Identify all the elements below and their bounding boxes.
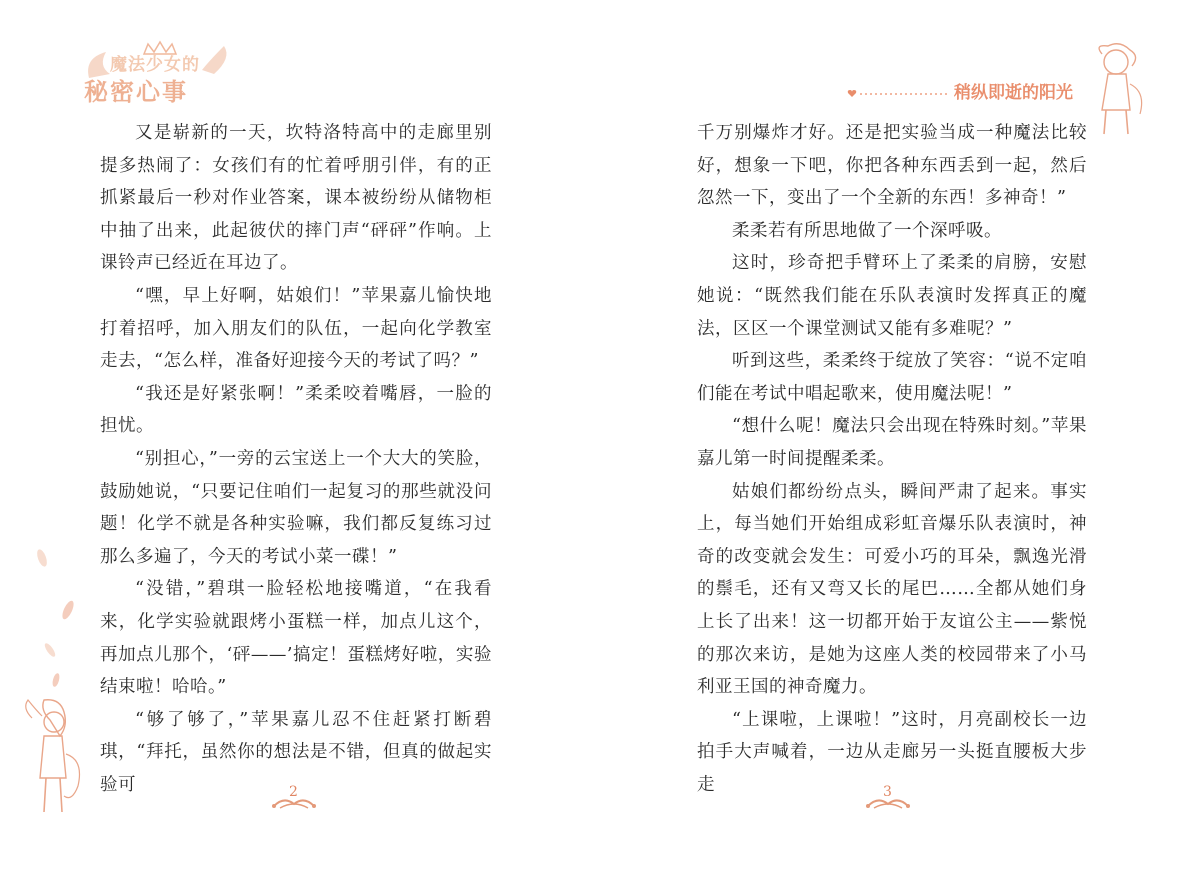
right-page bbox=[590, 0, 1183, 883]
ribbon-ornament-icon bbox=[864, 792, 912, 812]
ribbon-ornament-icon bbox=[270, 792, 318, 812]
paragraph: “没错，”碧琪一脸轻松地接嘴道，“在我看来，化学实验就跟烤小蛋糕一样，加点儿这个，再加点儿那个，‘砰——’搞定！蛋糕烤好啦，实验结束啦！哈哈。” bbox=[100, 579, 492, 698]
paragraph: “够了够了，”苹果嘉儿忍不住赶紧打断碧琪，“拜托，虽然你的想法是不错，但真的做起实验可 bbox=[100, 709, 492, 795]
paragraph: “别担心，”一旁的云宝送上一个大大的笑脸，鼓励她说，“只要记住咱们一起复习的那些就没问题！化学不就是各种实验嘛，我们都反复练习过那么多遍了，今天的考试小菜一碟！” bbox=[100, 448, 492, 567]
paragraph: “嘿，早上好啊，姑娘们！”苹果嘉儿愉快地打着招呼，加入朋友们的队伍，一起向化学教室走去，“怎么样，准备好迎接今天的考试了吗？” bbox=[100, 285, 492, 372]
left-text-block bbox=[100, 117, 492, 801]
pony-girl-corner-illustration-icon bbox=[1086, 40, 1150, 140]
page-number: 3 bbox=[883, 784, 892, 800]
chapter-title: 稍纵即逝的阳光 bbox=[954, 83, 1073, 103]
paragraph: 听到这些，柔柔终于绽放了笑容：“说不定咱们能在考试中唱起歌来，使用魔法呢！” bbox=[697, 351, 1087, 404]
paragraph: “我还是好紧张啊！”柔柔咬着嘴唇，一脸的担忧。 bbox=[100, 383, 492, 437]
paragraph: “上课啦，上课啦！”这时，月亮副校长一边拍手大声喊着，一边从走廊另一头挺直腰板大步走 bbox=[697, 709, 1087, 795]
pony-girl-illustration-icon bbox=[20, 540, 90, 840]
right-text-block bbox=[697, 117, 1087, 801]
paragraph: 又是崭新的一天，坎特洛特高中的走廊里别提多热闹了：女孩们有的忙着呼朋引伴，有的正抓紧最后一秒对作业答案，课本被纷纷从储物柜中抽了出来，此起彼伏的摔门声“砰砰”作响。上课铃声已经近在耳边了。 bbox=[100, 123, 492, 274]
logo-line2: 秘密心事 bbox=[84, 78, 188, 106]
logo-line1: 魔法少女的 bbox=[110, 55, 200, 75]
book-logo bbox=[84, 40, 234, 110]
paragraph: “想什么呢！魔法只会出现在特殊时刻。”苹果嘉儿第一时间提醒柔柔。 bbox=[697, 416, 1087, 469]
paragraph: 姑娘们都纷纷点头，瞬间严肃了起来。事实上，每当她们开始组成彩虹音爆乐队表演时，神奇的改变就会发生：可爱小巧的耳朵，飘逸光滑的鬃毛，还有又弯又长的尾巴……全都从她们身上长了出来！这一切都开始于友谊公主——紫悦的那次来访，是她为这座人类的校园带来了小马利亚王国的神奇魔力。 bbox=[697, 481, 1087, 698]
paragraph: 这时，珍奇把手臂环上了柔柔的肩膀，安慰她说：“既然我们能在乐队表演时发挥真正的魔法，区区一个课堂测试又能有多难呢？” bbox=[697, 253, 1087, 339]
page-number: 2 bbox=[289, 784, 298, 800]
left-page bbox=[0, 0, 590, 883]
paragraph: 柔柔若有所思地做了一个深呼吸。 bbox=[732, 220, 1002, 241]
heart-dotted-line-icon bbox=[846, 88, 951, 100]
paragraph-continuation: 千万别爆炸才好。还是把实验当成一种魔法比较好，想象一下吧，你把各种东西丢到一起，然后忽然一下，变出了一个全新的东西！多神奇！” bbox=[697, 123, 1087, 209]
